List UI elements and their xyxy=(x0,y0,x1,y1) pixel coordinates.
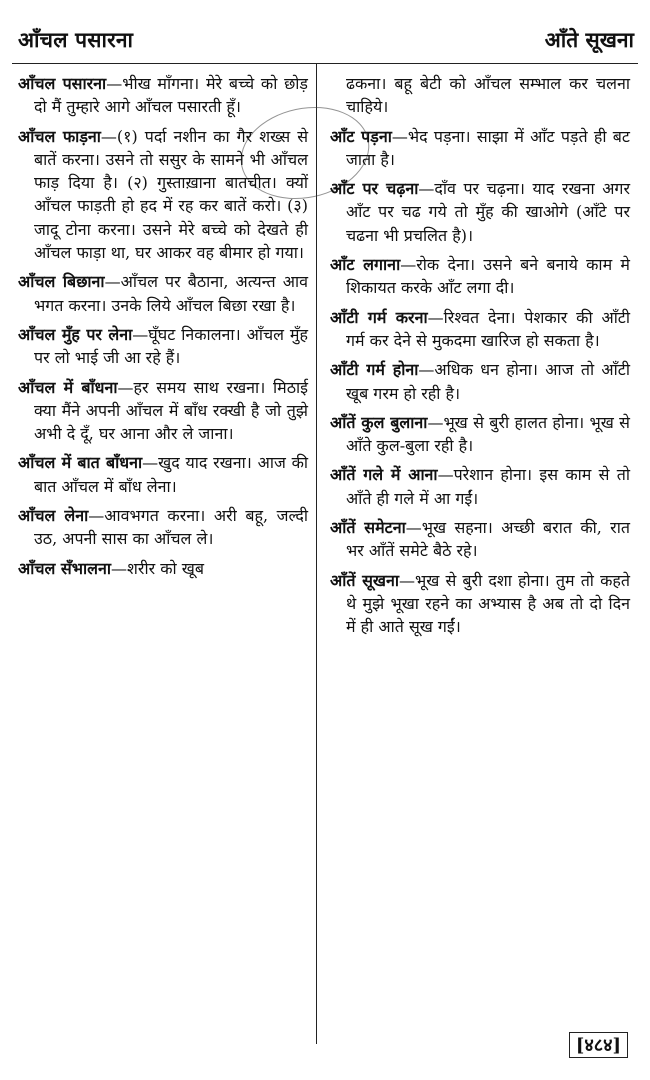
running-header xyxy=(12,26,636,60)
entry-definition: आवभगत करना। अरी बहू, जल्दी उठ, अपनी सास का आँचल ले। xyxy=(34,506,308,549)
entry-headword: आँटी गर्म होना xyxy=(330,360,419,380)
entry-headword: आँतें कुल बुलाना xyxy=(330,412,428,432)
entry-definition: भूख से बुरी हालत होना। भूख से आँते कुल-बुला रही है। xyxy=(346,412,630,456)
dictionary-entry: आँचल लेना—आवभगत करना। अरी बहू, जल्दी उठ, अपनी सास का आँचल ले। xyxy=(18,506,308,549)
dictionary-entry: आँचल बिछाना—आँचल पर बैठाना, अत्यन्त आव भगत करना। उनके लिये आँचल बिछा रखा है। xyxy=(18,272,308,315)
entry-headword: आँतें सूखना xyxy=(330,570,400,590)
column-divider xyxy=(316,64,317,1044)
entry-definition: आँचल पर बैठाना, अत्यन्त आव भगत करना। उनके लिये आँचल बिछा रखा है। xyxy=(34,272,308,315)
header-right-guideword: आँते सूखना xyxy=(544,27,634,52)
entry-definition: दाँव पर चढ़ना। याद रखना अगर आँट पर चढ गये तो मुँह की खाओगे (आँटे पर चढना भी प्रचलित है)। xyxy=(346,179,630,245)
entry-definition: भीख माँगना। मेरे बच्चे को छोड़ दो मैं तुम्हारे आगे आँचल पसारती हूँ। xyxy=(34,74,308,117)
dictionary-entry: आँचल में बाँधना—हर समय साथ रखना। मिठाई क्या मैंने अपनी आँचल में बाँध रक्खी है जो तुझे अभी दे दूँ, घर आना और ले जाना। xyxy=(18,377,308,444)
dictionary-entry: आँचल पसारना—भीख माँगना। मेरे बच्चे को छोड़ दो मैं तुम्हारे आगे आँचल पसारती हूँ। xyxy=(18,74,308,117)
dictionary-entry: आँतें गले में आना—परेशान होना। इस काम से तो आँते ही गले में आ गईं। xyxy=(330,465,631,508)
entry-definition: भूख सहना। अच्छी बरात की, रात भर आँतें समेटे बैठे रहे। xyxy=(346,518,630,561)
dictionary-entry: आँचल फाड़ना—(१) पर्दा नशीन का गैर शख्स से बातें करना। उसने तो ससुर के सामने भी आँचल फाड़ दिया है। (२) गुस्ताख़ाना बातचीत। क्यों आँचल फाड़ती हो हद में रह कर बातें करो। (३) जादू टोना करना। उसने मेरे बच्चे को देखते ही आँचल फाड़ा था, घर आकर वह बीमार हो गया। xyxy=(18,126,309,263)
entry-headword: आँटी गर्म करना xyxy=(330,307,428,327)
entry-definition: ढकना। बहू बेटी को आँचल सम्भाल कर चलना चाहिये। xyxy=(346,74,630,117)
header-rule xyxy=(12,63,638,64)
dictionary-entry: आँट लगाना—रोक देना। उसने बने बनाये काम मे शिकायत करके आँट लगा दी। xyxy=(330,255,630,298)
entry-headword: आँतें गले में आना xyxy=(330,465,438,485)
entry-definition: परेशान होना। इस काम से तो आँते ही गले में आ गईं। xyxy=(346,465,631,508)
entry-definition: भूख से बुरी दशा होना। तुम तो कहते थे मुझे भूखा रहने का अभ्यास है अब तो दो दिन में ही आते सूख गईं। xyxy=(346,570,630,637)
dictionary-entry: आँचल में बात बाँधना—खुद याद रखना। आज की बात आँचल में बाँध लेना। xyxy=(18,453,308,496)
page-number: [४८४] xyxy=(569,1032,628,1058)
entry-definition: रोक देना। उसने बने बनाये काम मे शिकायत करके आँट लगा दी। xyxy=(346,255,630,298)
entry-definition: घूँघट निकालना। आँचल मुँह पर लो भाई जी आ रहे हैं। xyxy=(34,324,308,368)
dictionary-entry: आँतें समेटना—भूख सहना। अच्छी बरात की, रात भर आँतें समेटे बैठे रहे। xyxy=(330,518,630,561)
dictionary-entry: आँट पर चढ़ना—दाँव पर चढ़ना। याद रखना अगर आँट पर चढ गये तो मुँह की खाओगे (आँटे पर चढना भी प्रचलित है)। xyxy=(330,179,630,245)
dictionary-entry: आँटी गर्म होना—अधिक धन होना। आज तो आँटी खूब गरम हो रही है। xyxy=(330,360,630,403)
dictionary-entry: आँटी गर्म करना—रिश्वत देना। पेशकार की आँटी गर्म कर देने से मुकदमा खारिज हो सकता है। xyxy=(330,307,630,350)
dictionary-entry: आँट पड़ना—भेद पड़ना। साझा में आँट पड़ते ही बट जाता है। xyxy=(330,126,630,169)
entry-definition: शरीर को खूब xyxy=(127,558,204,578)
entry-definition: (१) पर्दा नशीन का गैर शख्स से बातें करना। उसने तो ससुर के सामने भी आँचल फाड़ दिया है। (२) गुस्ताख़ाना बातचीत। क्यों आँचल फाड़ती हो हद में रह कर बातें करो। (३) जादू टोना करना। उसने मेरे बच्चे को देखते ही आँचल फाड़ा था, घर आकर वह बीमार हो गया। xyxy=(34,126,309,263)
left-column xyxy=(18,72,308,586)
entry-headword: आँचल मुँह पर लेना xyxy=(18,324,133,344)
dictionary-entry: आँचल सँभालना—शरीर को खूब xyxy=(18,558,204,578)
entry-definition: रिश्वत देना। पेशकार की आँटी गर्म कर देने से मुकदमा खारिज हो सकता है। xyxy=(346,307,630,350)
entry-headword: आँचल में बात बाँधना xyxy=(18,453,143,473)
entry-definition: अधिक धन होना। आज तो आँटी खूब गरम हो रही है। xyxy=(346,360,630,403)
entry-definition: भेद पड़ना। साझा में आँट पड़ते ही बट जाता है। xyxy=(346,126,630,169)
dictionary-entry: आँतें कुल बुलाना—भूख से बुरी हालत होना। भूख से आँते कुल-बुला रही है। xyxy=(330,412,630,456)
entry-headword: आँचल सँभालना xyxy=(18,558,112,578)
right-column xyxy=(330,72,630,645)
dictionary-entry: आँचल मुँह पर लेना—घूँघट निकालना। आँचल मुँह पर लो भाई जी आ रहे हैं। xyxy=(18,324,308,368)
entry-headword: आँट लगाना xyxy=(330,255,401,275)
entry-headword: आँट पर चढ़ना xyxy=(330,179,419,199)
entry-headword: आँचल फाड़ना xyxy=(18,126,101,146)
dictionary-entry: आँतें सूखना—भूख से बुरी दशा होना। तुम तो कहते थे मुझे भूखा रहने का अभ्यास है अब तो दो दिन में ही आते सूख गईं। xyxy=(330,570,630,637)
entry-headword: आँचल पसारना xyxy=(18,74,107,93)
entry-headword: आँट पड़ना xyxy=(330,126,392,146)
entry-headword: आँचल में बाँधना xyxy=(18,377,118,397)
entry-headword: आँचल लेना xyxy=(18,506,89,526)
entry-headword: आँचल बिछाना xyxy=(18,272,105,292)
entry-headword: आँतें समेटना xyxy=(330,518,406,538)
header-left-guideword: आँचल पसारना xyxy=(18,27,134,52)
dictionary-entry-continued xyxy=(330,72,630,119)
entry-definition: हर समय साथ रखना। मिठाई क्या मैंने अपनी आँचल में बाँध रक्खी है जो तुझे अभी दे दूँ, घर आना और ले जाना। xyxy=(34,377,308,444)
entry-definition: खुद याद रखना। आज की बात आँचल में बाँध लेना। xyxy=(34,453,308,496)
